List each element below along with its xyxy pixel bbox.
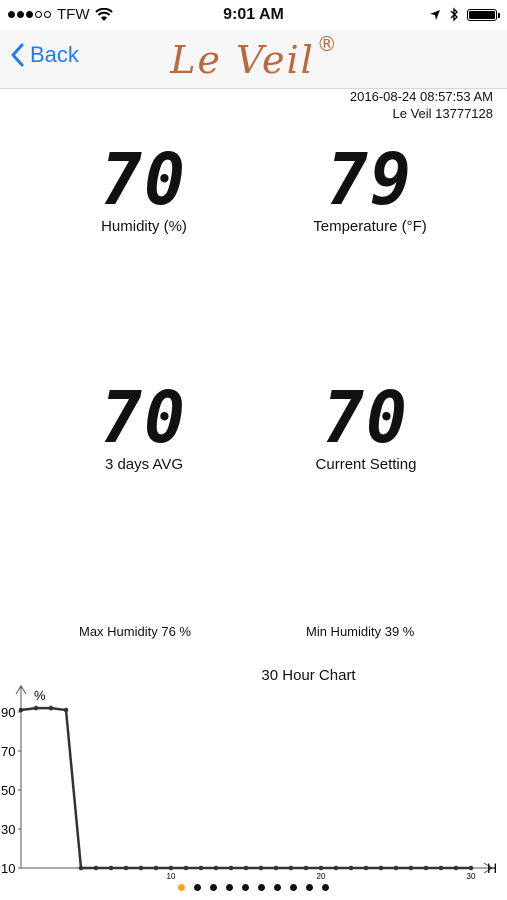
- data-point: [304, 866, 309, 871]
- data-point: [289, 866, 294, 871]
- current-setting-value: 70: [323, 377, 409, 460]
- location-arrow-icon: [429, 9, 441, 21]
- data-point: [424, 866, 429, 871]
- status-bar: [0, 0, 507, 30]
- data-point: [214, 866, 219, 871]
- data-point: [139, 866, 144, 871]
- data-point: [229, 866, 234, 871]
- data-point: [439, 866, 444, 871]
- humidity-reading: [44, 139, 244, 235]
- data-point: [364, 866, 369, 871]
- data-point: [64, 708, 69, 713]
- bluetooth-icon: [449, 7, 459, 22]
- humidity-label: Humidity (%): [101, 218, 187, 235]
- y-tick-label: 30: [1, 822, 16, 837]
- humidity-line-chart[interactable]: [0, 680, 507, 880]
- carrier-name: TFW: [57, 6, 90, 23]
- back-label: Back: [30, 42, 79, 67]
- y-tick-label: 70: [1, 744, 16, 759]
- clock: 9:01 AM: [223, 6, 284, 23]
- data-point: [109, 866, 114, 871]
- x-tick-label: 20: [316, 872, 326, 880]
- device-meta: [350, 88, 493, 122]
- data-point: [244, 866, 249, 871]
- data-point: [409, 866, 414, 871]
- navigation-bar: [0, 30, 507, 89]
- page-dot[interactable]: [306, 884, 313, 891]
- brand-logo: [0, 32, 507, 82]
- three-day-average-label: 3 days AVG: [104, 456, 184, 473]
- device-id: Le Veil 13777128: [392, 106, 493, 121]
- status-icons: [429, 7, 497, 22]
- data-point: [319, 866, 324, 871]
- page-dot[interactable]: [258, 884, 265, 891]
- max-humidity-stat: Max Humidity 76 %: [79, 624, 191, 639]
- x-tick-label: 30: [466, 872, 476, 880]
- y-tick-label: 10: [1, 861, 16, 876]
- data-point: [334, 866, 339, 871]
- data-point: [184, 866, 189, 871]
- chart-title: 30 Hour Chart: [261, 667, 356, 684]
- series-line: [21, 708, 471, 868]
- temperature-label: Temperature (°F): [313, 218, 427, 235]
- page-dot[interactable]: [178, 884, 185, 891]
- three-day-average-value: 70: [101, 377, 187, 460]
- min-humidity-stat: Min Humidity 39 %: [306, 624, 415, 639]
- data-point: [124, 866, 129, 871]
- data-point: [19, 708, 24, 713]
- data-point: [274, 866, 279, 871]
- reading-datetime: 2016-08-24 08:57:53 AM: [349, 89, 493, 104]
- data-point: [199, 866, 204, 871]
- current-setting-label: Current Setting: [315, 456, 417, 473]
- y-tick-label: 90: [1, 705, 16, 720]
- three-day-average-reading: [44, 377, 244, 473]
- page-dot[interactable]: [290, 884, 297, 891]
- temperature-reading: [270, 139, 470, 235]
- data-point: [79, 866, 84, 871]
- page-dot[interactable]: [242, 884, 249, 891]
- data-point: [49, 706, 54, 711]
- page-indicator[interactable]: [0, 884, 507, 891]
- data-point: [349, 866, 354, 871]
- data-point: [394, 866, 399, 871]
- data-point: [169, 866, 174, 871]
- data-point: [154, 866, 159, 871]
- y-tick-label: 50: [1, 783, 16, 798]
- page-dot[interactable]: [226, 884, 233, 891]
- registered-mark: ®: [316, 32, 337, 56]
- current-setting-reading[interactable]: [266, 377, 466, 473]
- battery-icon: [467, 9, 497, 21]
- page-dot[interactable]: [322, 884, 329, 891]
- data-point: [34, 706, 39, 711]
- brand-name: Le Veil: [170, 38, 315, 82]
- humidity-value: 70: [101, 139, 187, 222]
- x-tick-label: 10: [166, 872, 176, 880]
- data-point: [259, 866, 264, 871]
- x-axis-label: H: [487, 860, 498, 876]
- data-point: [379, 866, 384, 871]
- data-point: [454, 866, 459, 871]
- data-point: [94, 866, 99, 871]
- page-dot[interactable]: [274, 884, 281, 891]
- page-dot[interactable]: [194, 884, 201, 891]
- y-axis-label: %: [34, 688, 46, 703]
- data-point: [469, 866, 474, 871]
- page-dot[interactable]: [210, 884, 217, 891]
- temperature-value: 79: [327, 139, 413, 222]
